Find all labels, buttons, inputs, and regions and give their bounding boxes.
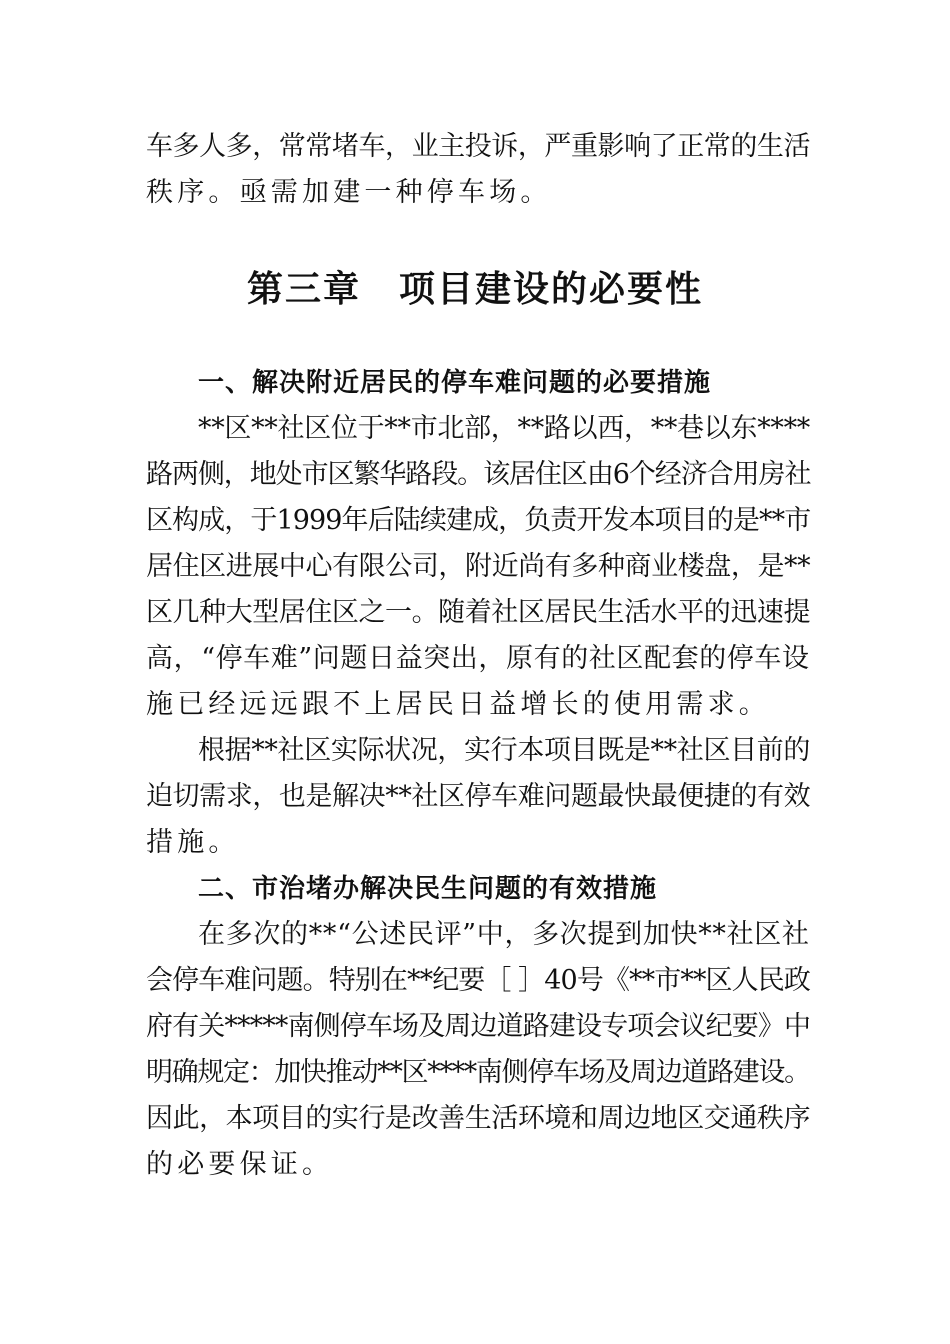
body-text-line: 措施。 xyxy=(146,827,240,858)
section-heading: 一、解决附近居民的停车难问题的必要措施 xyxy=(198,368,712,398)
body-text-line: 区构成，于1999年后陆续建成，负责开发本项目的是**市 xyxy=(146,505,811,536)
body-text-line: 的必要保证。 xyxy=(146,1149,334,1180)
body-text-line: 居住区进展中心有限公司，附近尚有多种商业楼盘，是** xyxy=(146,551,811,582)
body-text-line: **区**社区位于**市北部，**路以西，**巷以东**** xyxy=(198,413,810,444)
body-text-line: 会停车难问题。特别在**纪要［ ］40号《**市**区人民政 xyxy=(146,965,810,996)
body-text-line: 在多次的**“公述民评”中，多次提到加快**社区社 xyxy=(198,919,810,950)
body-text-line: 明确规定：加快推动**区****南侧停车场及周边道路建设。 xyxy=(146,1057,810,1088)
section-heading: 二、市治堵办解决民生问题的有效措施 xyxy=(198,874,658,904)
body-text-line: 车多人多，常常堵车，业主投诉，严重影响了正常的生活 xyxy=(146,131,810,162)
body-text-line: 高，“停车难”问题日益突出，原有的社区配套的停车设 xyxy=(146,643,810,674)
body-text-line: 秩序。亟需加建一种停车场。 xyxy=(146,177,552,208)
body-text-line: 施已经远远跟不上居民日益增长的使用需求。 xyxy=(146,689,770,720)
body-text-line: 因此，本项目的实行是改善生活环境和周边地区交通秩序 xyxy=(146,1103,810,1134)
body-text-line: 府有关*****南侧停车场及周边道路建设专项会议纪要》中 xyxy=(146,1011,811,1042)
body-text-line: 路两侧，地处市区繁华路段。该居住区由6个经济合用房社 xyxy=(146,459,811,490)
body-text-line: 迫切需求，也是解决**社区停车难问题最快最便捷的有效 xyxy=(146,781,811,812)
chapter-title: 第三章 项目建设的必要性 xyxy=(246,269,703,310)
body-text-line: 根据**社区实际状况，实行本项目既是**社区目前的 xyxy=(198,735,810,766)
body-text-line: 区几种大型居住区之一。随着社区居民生活水平的迅速提 xyxy=(146,597,810,628)
